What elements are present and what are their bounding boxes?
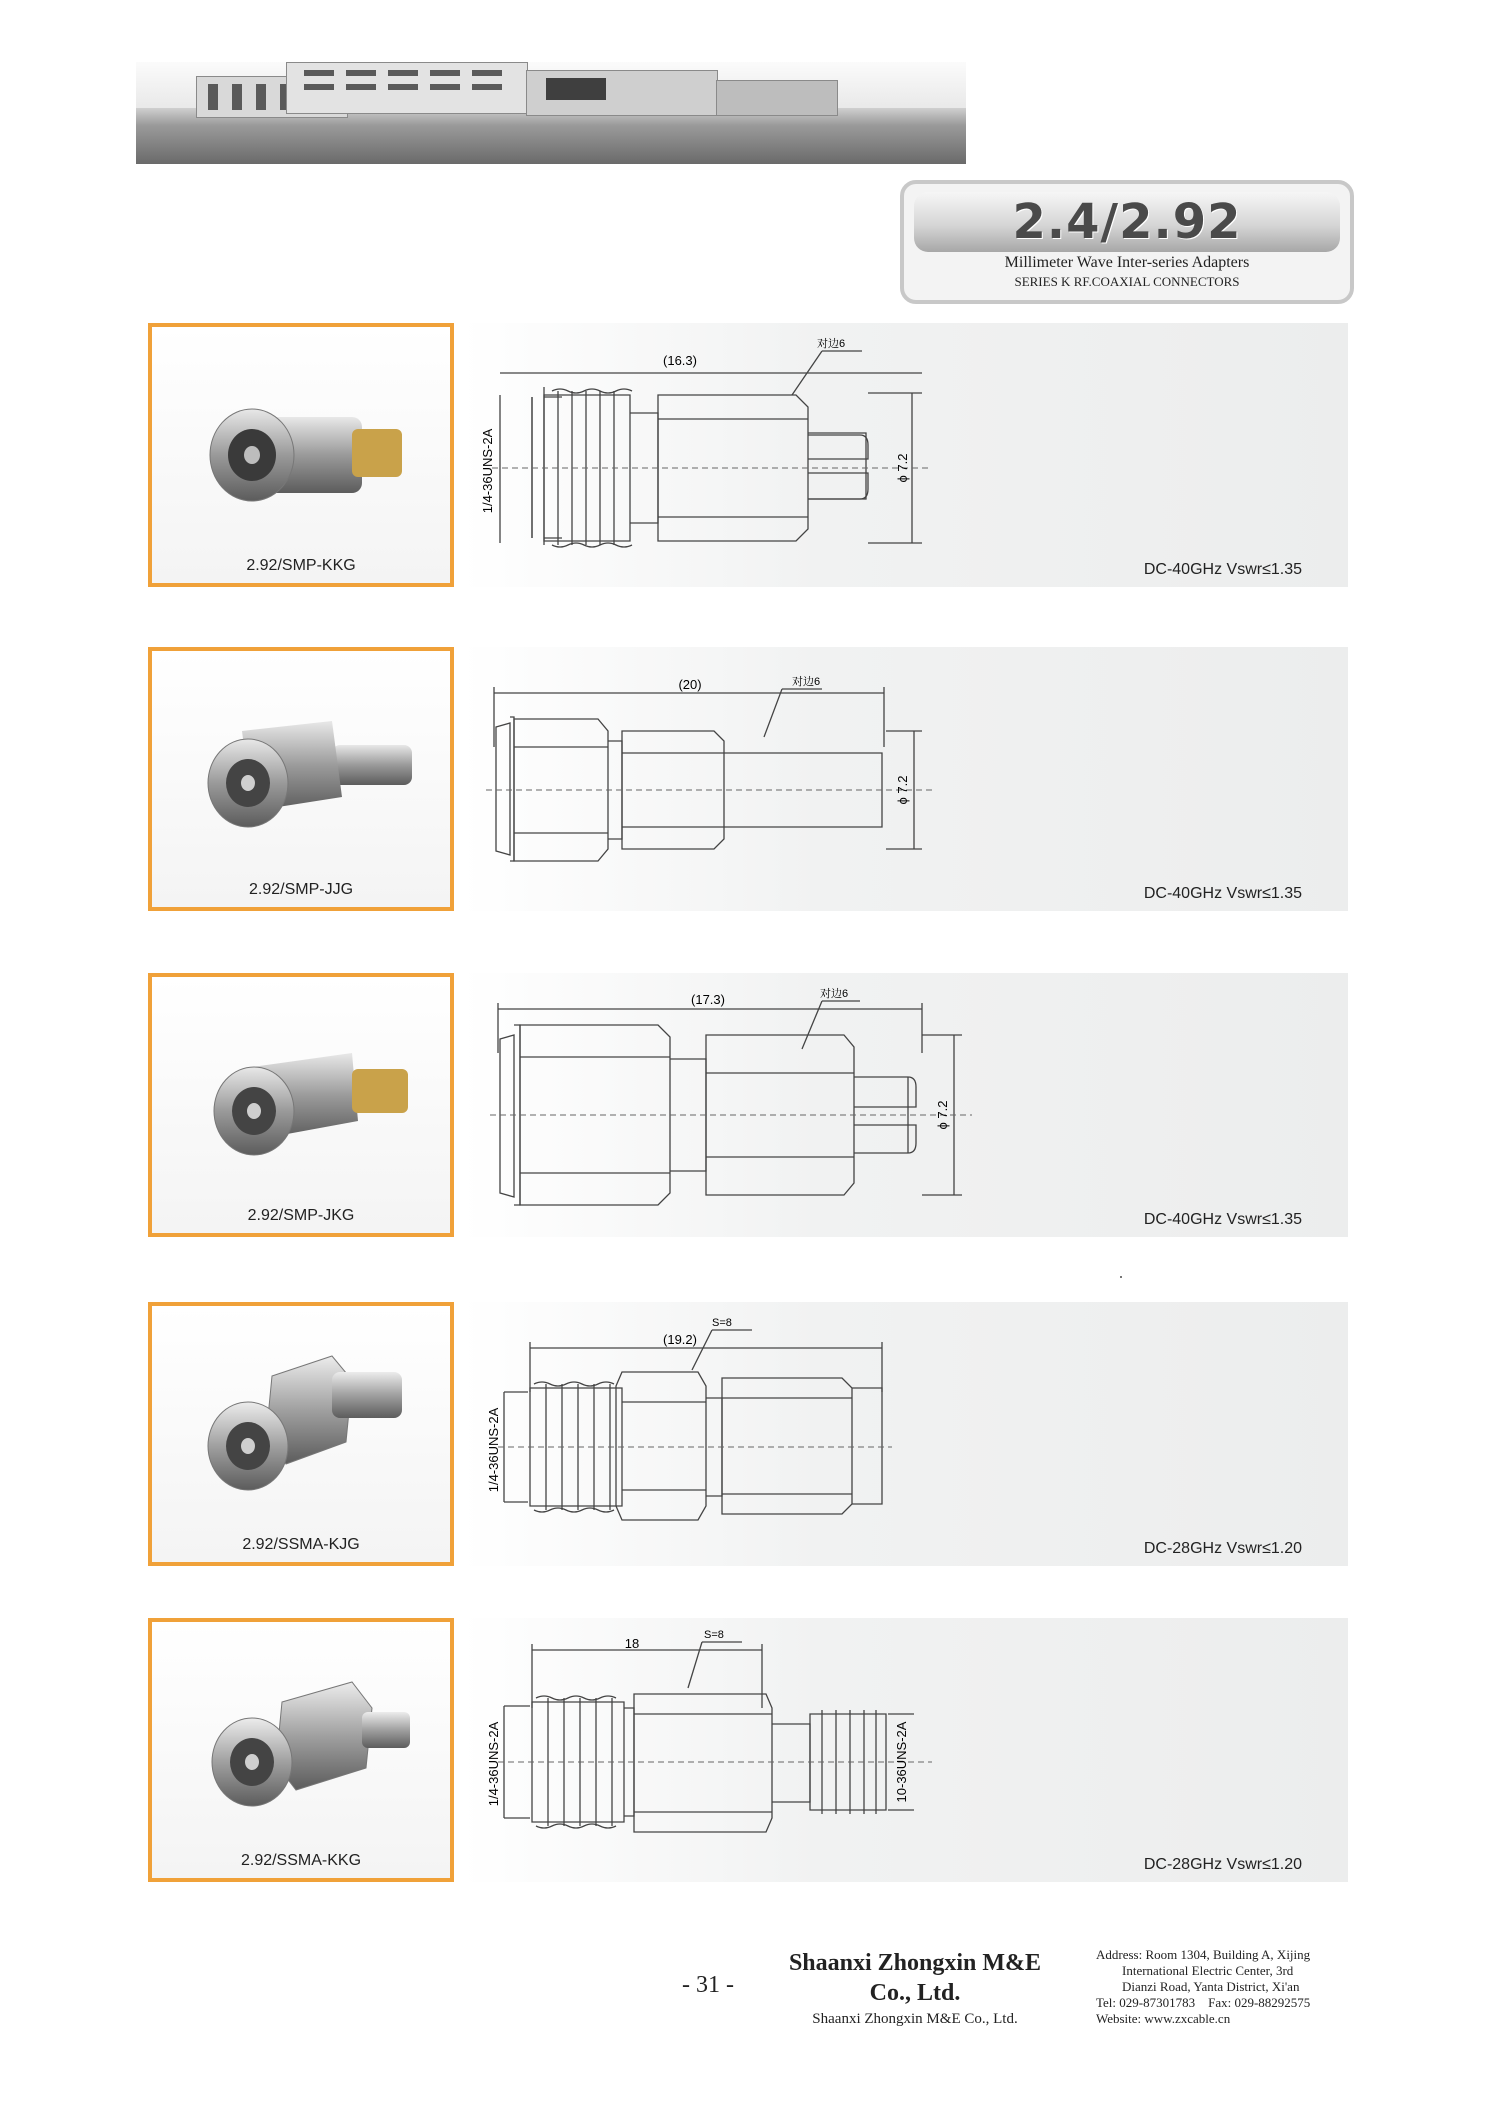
- dimension-thread: 1/4-36UNS-2A: [480, 428, 495, 514]
- spec-label: DC-40GHz Vswr≤1.35: [1143, 561, 1302, 578]
- technical-drawing-3: [462, 973, 1348, 1237]
- company-subname: Shaanxi Zhongxin M&E Co., Ltd.: [812, 2011, 1018, 2027]
- technical-drawing-5: [462, 1618, 1348, 1882]
- series-subtitle-2: SERIES K RF.COAXIAL CONNECTORS: [1014, 274, 1240, 289]
- connector-photo-icon: [182, 1662, 432, 1832]
- drawing-panel-1: [462, 323, 1348, 587]
- dimension-flat: S=8: [712, 1317, 732, 1329]
- dimension-diameter: ϕ 7.2: [935, 1100, 950, 1130]
- drawing-panel-5: [462, 1618, 1348, 1882]
- dimension-diameter: ϕ 7.2: [895, 453, 910, 483]
- dimension-flat: 对边6: [817, 338, 846, 350]
- dimension-length: (17.3): [691, 992, 725, 1007]
- product-photo-4: [148, 1302, 454, 1566]
- model-label: 2.92/SSMA-KKG: [240, 1852, 362, 1869]
- stray-dot: [1120, 1276, 1122, 1278]
- drawing-panel-4: [462, 1302, 1348, 1566]
- dimension-flat: S=8: [704, 1629, 724, 1641]
- model-label: 2.92/SSMA-KJG: [242, 1536, 360, 1553]
- technical-drawing-2: [462, 647, 1348, 911]
- model-label: 2.92/SMP-KKG: [246, 557, 356, 574]
- dimension-length: 18: [624, 1636, 640, 1651]
- series-title-box: [900, 180, 1354, 304]
- page-number: - 31 -: [682, 1972, 734, 1998]
- dimension-length: (16.3): [663, 353, 697, 368]
- spec-label: DC-28GHz Vswr≤1.20: [1143, 1540, 1302, 1557]
- series-title: 2.4/2.92: [1012, 194, 1242, 250]
- dimension-thread: 1/4-36UNS-2A: [486, 1407, 501, 1493]
- company-name-line2: Co., Ltd.: [869, 1980, 961, 2006]
- spec-label: DC-40GHz Vswr≤1.35: [1143, 885, 1302, 902]
- connector-photo-icon: [182, 367, 432, 537]
- series-subtitle: Millimeter Wave Inter-series Adapters: [1004, 254, 1250, 271]
- model-label: 2.92/SMP-JJG: [248, 881, 354, 898]
- dimension-diameter: ϕ 7.2: [895, 775, 910, 805]
- product-photo-2: [148, 647, 454, 911]
- connector-photo-icon: [182, 1017, 432, 1187]
- product-photo-3: [148, 973, 454, 1237]
- spec-label: DC-28GHz Vswr≤1.20: [1143, 1856, 1302, 1873]
- dimension-flat: 对边6: [820, 988, 849, 1000]
- product-photo-1: [148, 323, 454, 587]
- dimension-flat: 对边6: [792, 676, 821, 688]
- company-name-line1: Shaanxi Zhongxin M&E: [788, 1950, 1042, 1976]
- dimension-thread: 1/4-36UNS-2A: [486, 1721, 501, 1807]
- dimension-length: (19.2): [663, 1332, 697, 1347]
- model-label: 2.92/SMP-JKG: [247, 1207, 355, 1224]
- product-photo-5: [148, 1618, 454, 1882]
- dimension-length: (20): [678, 677, 702, 692]
- technical-drawing-4: [462, 1302, 1348, 1566]
- connector-photo-icon: [182, 1346, 432, 1516]
- spec-label: DC-40GHz Vswr≤1.35: [1143, 1211, 1302, 1228]
- company-name: [772, 1948, 1058, 2008]
- header-banner-image: [136, 62, 966, 164]
- drawing-panel-3: [462, 973, 1348, 1237]
- dimension-thread-right: 10-36UNS-2A: [894, 1721, 909, 1803]
- company-address: Address: Room 1304, Building A, Xijing International Electric Center, 3rd Dianzi Road, Yanta District, Xi'an Tel: 029-87301783 Fax: 029-88292575 Website: www.zxcable.cn: [1096, 1947, 1311, 2026]
- connector-photo-icon: [182, 691, 432, 861]
- drawing-panel-2: [462, 647, 1348, 911]
- technical-drawing-1: [462, 323, 1348, 587]
